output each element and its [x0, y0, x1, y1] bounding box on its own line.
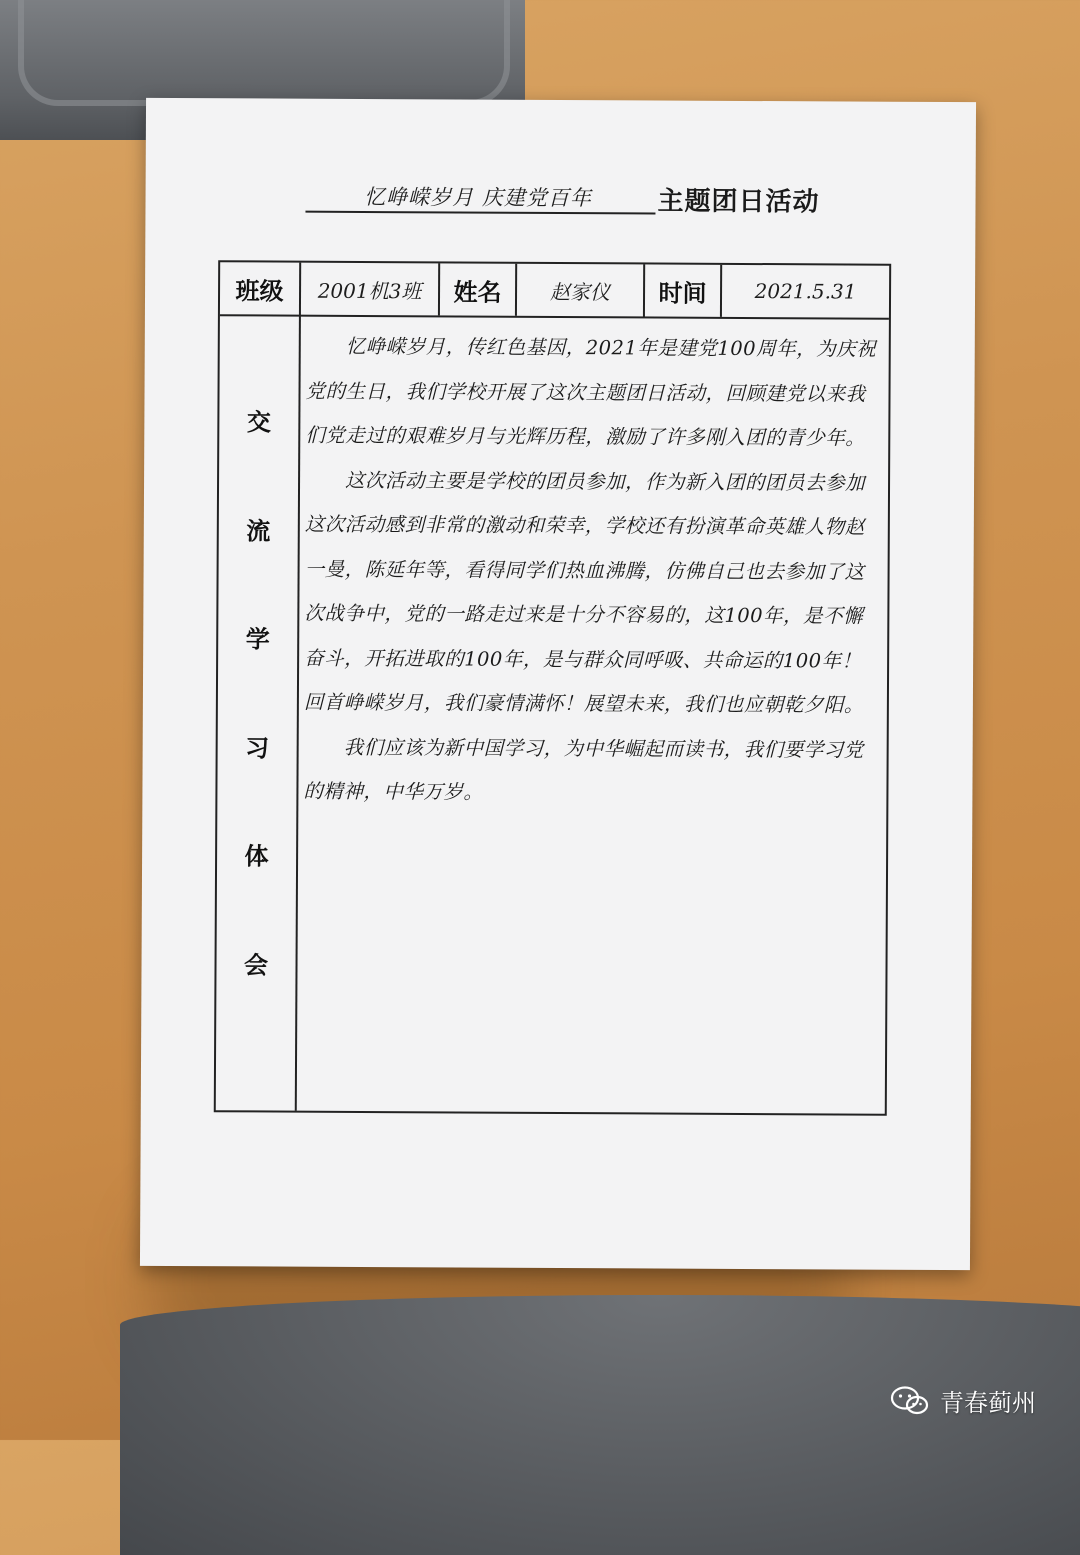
class-value: 2001机3班	[317, 278, 422, 303]
wechat-icon	[890, 1385, 930, 1417]
section-label-vertical	[216, 314, 299, 1110]
section-label-char: 习	[245, 734, 270, 763]
title-underline	[305, 211, 655, 215]
name-label: 姓名	[453, 277, 502, 307]
title-handwritten-theme: 忆峥嵘岁月 庆建党百年	[364, 184, 592, 211]
class-label: 班级	[235, 276, 284, 306]
name-value: 赵家仪	[549, 279, 611, 304]
form-title	[305, 179, 865, 222]
paragraph: 忆峥嵘岁月，传红色基因，2021年是建党100周年，为庆祝党的生日，我们学校开展了这次主题团日活动，回顾建党以来我们党走过的艰难岁月与光辉历程，激励了许多刚入团的青少年。	[305, 334, 877, 450]
time-label: 时间	[658, 279, 707, 308]
activity-form-sheet	[140, 98, 976, 1270]
time-value: 2021.5.31	[754, 279, 857, 304]
title-printed-suffix: 主题团日活动	[657, 186, 820, 218]
section-label-char: 会	[243, 951, 269, 980]
section-label-char: 流	[246, 516, 271, 546]
section-label-char: 体	[244, 842, 269, 871]
watermark-text: 青春蓟州	[940, 1389, 1036, 1417]
watermark	[890, 1383, 1036, 1418]
section-label-char: 交	[246, 408, 271, 437]
reflection-text	[303, 325, 880, 817]
metal-tray-bottom	[120, 1295, 1080, 1555]
form-table	[214, 260, 891, 1116]
paragraph: 这次活动主要是学校的团员参加，作为新入团的团员去参加这次活动感到非常的激动和荣幸，学校还有扮演革命英雄人物赵一曼，陈延年等，看得同学们热血沸腾，仿佛自己也去参加了这次战争中，党的一路走过来是十分不容易的，这100年，是不懈奋斗，开拓进取的100年，是与群众同呼吸、共命运的100年！回首峥嵘岁月，我们豪情满怀！展望未来，我们也应朝乾夕阳。	[303, 468, 866, 717]
paragraph: 我们应该为新中国学习，为中华崛起而读书，我们要学习党的精神，中华万岁。	[303, 735, 864, 804]
section-label-char: 学	[245, 625, 270, 654]
